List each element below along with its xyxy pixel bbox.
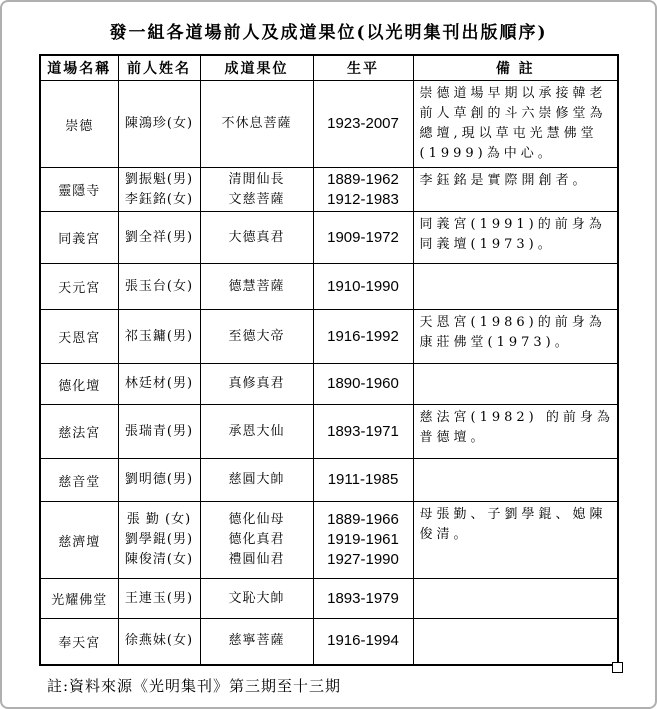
cell-line: 德化仙母 (228, 512, 285, 527)
temple-name-cell: 光耀佛堂 (40, 579, 118, 619)
column-header-4: 備 註 (413, 55, 618, 81)
person-names-cell (118, 264, 200, 310)
note-cell (413, 579, 618, 619)
table-row (40, 405, 618, 459)
lifespan-cell (313, 264, 413, 310)
note-cell (413, 364, 618, 405)
cell-line: 張瑞青(男) (124, 423, 194, 439)
rank-cell (200, 310, 313, 364)
lifespan-cell (313, 502, 413, 579)
rank-cell (200, 364, 313, 405)
rank-cell (200, 579, 313, 619)
cell-line: 慈圓大帥 (228, 472, 285, 487)
person-names-cell (118, 310, 200, 364)
rank-cell (200, 619, 313, 665)
cell-line: 1890-1960 (327, 375, 399, 392)
table-row (40, 81, 618, 168)
cell-line: 張 勤 (女) (126, 512, 192, 527)
person-names-cell (118, 81, 200, 168)
cell-line: 1916-1992 (327, 327, 399, 345)
table-row (40, 579, 618, 619)
cell-line: 不休息菩薩 (221, 116, 292, 131)
cell-line: 祁玉鏞(男) (124, 328, 194, 344)
cell-line: 文慈菩薩 (228, 191, 285, 207)
cell-line: 文恥大帥 (228, 590, 285, 606)
source-footnote: 註:資料來源《光明集刊》第三期至十三期 (47, 676, 342, 695)
cell-line: 陳鴻珍(女) (124, 116, 194, 131)
cell-line: 大德真君 (228, 229, 285, 245)
note-cell: 同義宮(1991)的前身為同義壇(1973)。 (413, 212, 618, 264)
cell-line: 1909-1972 (327, 228, 399, 246)
cell-line: 1893-1971 (327, 422, 399, 440)
cell-line: 1919-1961 (327, 531, 399, 548)
cell-line: 李鈺銘(女) (124, 191, 194, 207)
column-header-1: 前人姓名 (118, 55, 200, 81)
table-row (40, 502, 618, 579)
table-row (40, 212, 618, 264)
temple-name-cell: 慈法宮 (40, 405, 118, 459)
table-row (40, 459, 618, 502)
table-row (40, 264, 618, 310)
cell-line: 禮圓仙君 (228, 552, 285, 567)
person-names-cell (118, 579, 200, 619)
note-cell (413, 459, 618, 502)
lifespan-cell (313, 212, 413, 264)
column-header-0: 道場名稱 (40, 55, 118, 81)
table-row (40, 619, 618, 665)
lifespan-cell (313, 168, 413, 212)
lifespan-cell (313, 579, 413, 619)
person-names-cell (118, 405, 200, 459)
table-row (40, 310, 618, 364)
rank-cell (200, 405, 313, 459)
note-cell: 天恩宮(1986)的前身為康莊佛堂(1973)。 (413, 310, 618, 364)
cell-line: 清閒仙長 (228, 171, 285, 187)
rank-cell (200, 81, 313, 168)
note-cell (413, 264, 618, 310)
column-header-2: 成道果位 (200, 55, 313, 81)
cell-line: 1889-1966 (327, 511, 399, 528)
table-body (40, 81, 618, 665)
cell-line: 劉學錕(男) (124, 532, 194, 547)
cell-line: 承恩大仙 (228, 423, 285, 439)
lifespan-cell (313, 364, 413, 405)
note-cell: 母張勤、子劉學錕、媳陳俊清。 (413, 502, 618, 579)
note-cell: 李鈺銘是實際開創者。 (413, 168, 618, 212)
cell-line: 陳俊清(女) (124, 552, 194, 567)
rank-cell (200, 459, 313, 502)
cell-line: 1889-1962 (327, 170, 399, 188)
temple-name-cell: 慈音堂 (40, 459, 118, 502)
temple-name-cell: 天元宮 (40, 264, 118, 310)
temple-name-cell: 天恩宮 (40, 310, 118, 364)
note-cell: 崇德道場早期以承接韓老前人草創的斗六崇修堂為總壇,現以草屯光慧佛堂(1999)為中心。 (413, 81, 618, 168)
temple-name-cell: 崇德 (40, 81, 118, 168)
cell-line: 至德大帝 (228, 328, 285, 344)
rank-cell (200, 168, 313, 212)
note-cell: 慈法宮(1982) 的前身為普德壇。 (413, 405, 618, 459)
rank-cell (200, 502, 313, 579)
note-cell (413, 619, 618, 665)
cell-line: 德慧菩薩 (228, 278, 285, 294)
cell-line: 1893-1979 (327, 589, 399, 607)
cell-line: 1912-1983 (327, 190, 399, 208)
lifespan-cell (313, 619, 413, 665)
temple-name-cell: 奉天宮 (40, 619, 118, 665)
cell-line: 1911-1985 (327, 471, 399, 488)
cell-line: 1923-2007 (327, 115, 399, 132)
table-row (40, 364, 618, 405)
person-names-cell (118, 212, 200, 264)
temple-name-cell: 靈隱寺 (40, 168, 118, 212)
cell-line: 1916-1994 (327, 632, 399, 650)
table-row (40, 168, 618, 212)
header-row (40, 55, 618, 81)
dojo-table (39, 54, 619, 666)
temple-name-cell: 慈濟壇 (40, 502, 118, 579)
person-names-cell (118, 502, 200, 579)
lifespan-cell (313, 310, 413, 364)
cell-line: 徐燕妹(女) (124, 633, 194, 649)
column-header-3: 生平 (313, 55, 413, 81)
table-resize-handle (612, 662, 623, 673)
person-names-cell (118, 619, 200, 665)
rank-cell (200, 264, 313, 310)
cell-line: 1927-1990 (327, 551, 399, 568)
cell-line: 劉全祥(男) (124, 229, 194, 245)
temple-name-cell: 德化壇 (40, 364, 118, 405)
cell-line: 真修真君 (228, 376, 285, 391)
person-names-cell (118, 459, 200, 502)
cell-line: 1910-1990 (327, 277, 399, 295)
temple-name-cell: 同義宮 (40, 212, 118, 264)
person-names-cell (118, 168, 200, 212)
page-title: 發一組各道場前人及成道果位(以光明集刊出版順序) (109, 23, 548, 43)
cell-line: 王連玉(男) (124, 590, 194, 606)
lifespan-cell (313, 405, 413, 459)
cell-line: 德化真君 (228, 532, 285, 547)
rank-cell (200, 212, 313, 264)
lifespan-cell (313, 81, 413, 168)
cell-line: 慈寧菩薩 (228, 633, 285, 649)
cell-line: 林廷材(男) (124, 376, 194, 391)
lifespan-cell (313, 459, 413, 502)
person-names-cell (118, 364, 200, 405)
cell-line: 劉振魁(男) (124, 171, 194, 187)
cell-line: 張玉台(女) (124, 278, 194, 294)
cell-line: 劉明德(男) (124, 472, 194, 487)
table-container (39, 54, 617, 666)
